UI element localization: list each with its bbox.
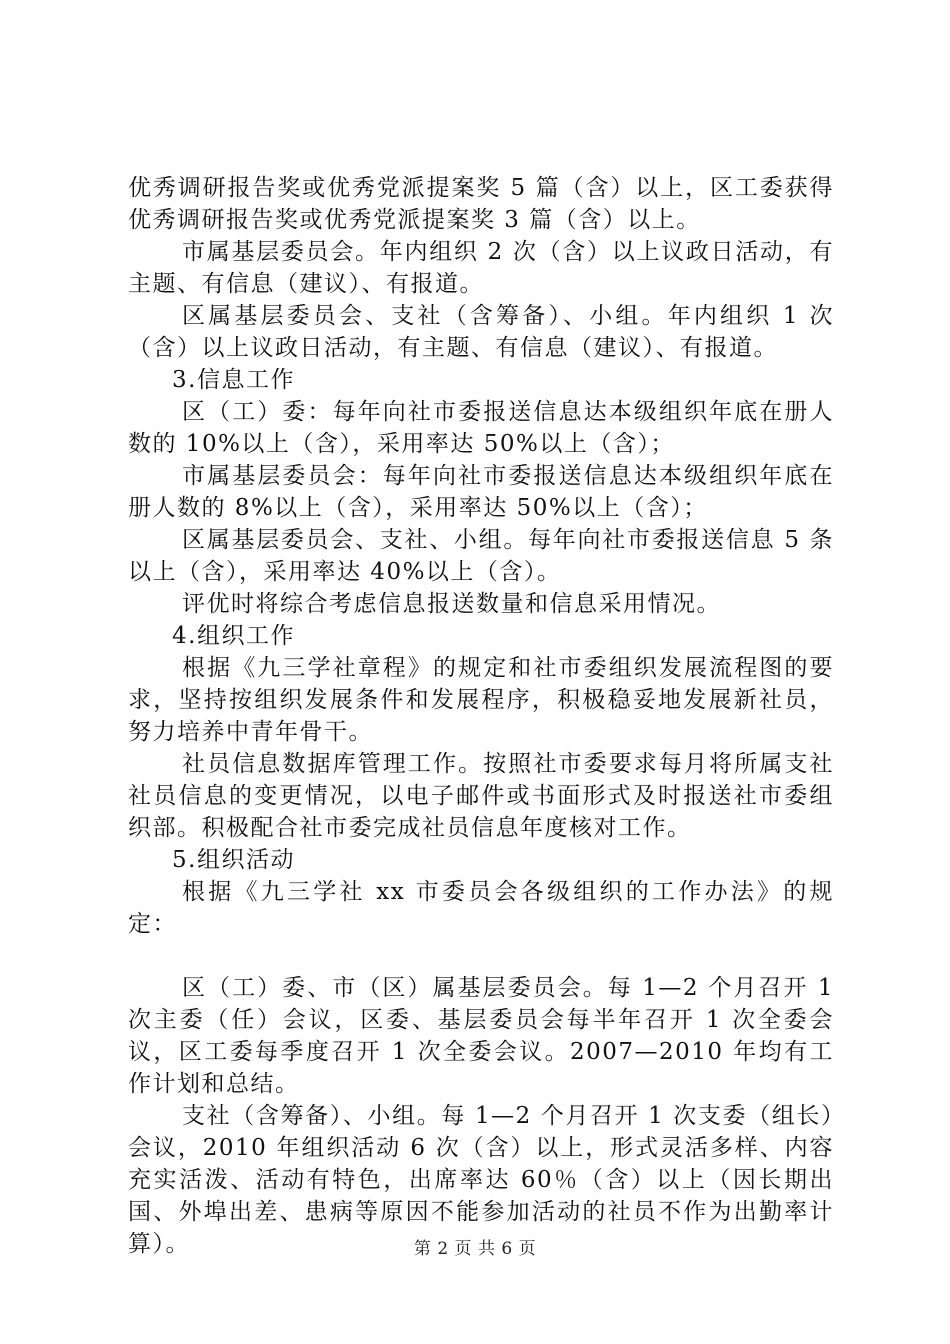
paragraph-evaluation-note: 评优时将综合考虑信息报送数量和信息采用情况。 <box>182 591 721 617</box>
paragraph-district-work-committee-info: 区（工）委：每年向社市委报送信息达本级组织年底在册人数的 10%以上（含），采用率达 50%以上（含）； <box>128 399 834 457</box>
paragraph-branch-meetings: 支社（含筹备）、小组。每 1—2 个月召开 1 次支委（组长）会议，2010 年组织活动 6 次（含）以上，形式灵活多样、内容充实活泼、活动有特色，出席率达 60％（含）以上（因长期出国、外埠出差、患病等原因不能参加活动的社员不作为出勤率计算）。 <box>128 1103 834 1257</box>
paragraph-member-database: 社员信息数据库管理工作。按照社市委要求每月将所属支社社员信息的变更情况，以电子邮件或书面形式及时报送社市委组织部。积极配合社市委完成社员信息年度核对工作。 <box>128 751 834 841</box>
paragraph-district-branch-info: 区属基层委员会、支社、小组。每年向社市委报送信息 5 条以上（含），采用率达 40%以上（含）。 <box>128 527 834 585</box>
paragraph-district-committee-politics-day: 区属基层委员会、支社（含筹备）、小组。年内组织 1 次（含）以上议政日活动，有主题、有信息（建议）、有报道。 <box>128 303 834 361</box>
page-number-footer: 第 2 页 共 6 页 <box>413 1239 537 1259</box>
paragraph-committee-meetings: 区（工）委、市（区）属基层委员会。每 1—2 个月召开 1 次主委（任）会议，区委、基层委员会每半年召开 1 次全委会议，区工委每季度召开 1 次全委会议。2007—2010 年均有工作计划和总结。 <box>128 975 834 1097</box>
section-heading-organization-activities: 5.组织活动 <box>172 847 295 873</box>
paragraph-city-committee-politics-day: 市属基层委员会。年内组织 2 次（含）以上议政日活动，有主题、有信息（建议）、有报道。 <box>128 239 834 297</box>
paragraph-city-committee-info: 市属基层委员会：每年向社市委报送信息达本级组织年底在册人数的 8%以上（含），采用率达 50%以上（含）； <box>128 463 834 521</box>
section-heading-information-work: 3.信息工作 <box>172 367 295 393</box>
paragraph-charter-development: 根据《九三学社章程》的规定和社市委组织发展流程图的要求，坚持按组织发展条件和发展程序，积极稳妥地发展新社员，努力培养中青年骨干。 <box>128 655 834 745</box>
document-body <box>128 172 834 1260</box>
paragraph-award-continuation: 优秀调研报告奖或优秀党派提案奖 5 篇（含）以上，区工委获得优秀调研报告奖或优秀党派提案奖 3 篇（含）以上。 <box>128 175 834 233</box>
paragraph-work-method-reference: 根据《九三学社 xx 市委员会各级组织的工作办法》的规定： <box>128 879 834 937</box>
section-heading-organization-work: 4.组织工作 <box>172 623 295 649</box>
